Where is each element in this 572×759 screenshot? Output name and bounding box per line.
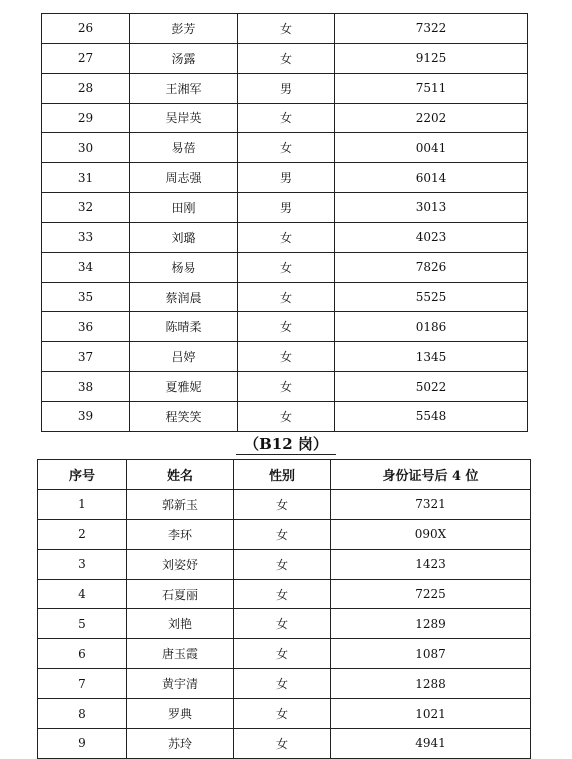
cell-index: 27 [42, 43, 130, 73]
cell-name: 杨易 [130, 252, 238, 282]
table-row [38, 579, 531, 609]
cell-id-last4: 5525 [335, 282, 528, 312]
cell-name: 彭芳 [130, 14, 238, 44]
table-row [42, 14, 528, 44]
table-row [42, 401, 528, 431]
cell-id-last4: 4941 [331, 729, 531, 759]
cell-id-last4: 5022 [335, 372, 528, 402]
header-name: 姓名 [127, 460, 234, 490]
cell-gender: 女 [238, 312, 335, 342]
cell-index: 3 [38, 549, 127, 579]
cell-gender: 女 [238, 342, 335, 372]
cell-name: 唐玉霞 [127, 639, 234, 669]
cell-gender: 女 [234, 639, 331, 669]
cell-index: 28 [42, 73, 130, 103]
cell-gender: 女 [238, 43, 335, 73]
cell-id-last4: 4023 [335, 222, 528, 252]
cell-name: 石夏丽 [127, 579, 234, 609]
cell-index: 39 [42, 401, 130, 431]
cell-name: 田刚 [130, 193, 238, 223]
cell-name: 王湘军 [130, 73, 238, 103]
table-row [42, 163, 528, 193]
cell-name: 刘璐 [130, 222, 238, 252]
cell-name: 郭新玉 [127, 489, 234, 519]
cell-id-last4: 7321 [331, 489, 531, 519]
cell-id-last4: 7511 [335, 73, 528, 103]
table-row [38, 639, 531, 669]
cell-index: 32 [42, 193, 130, 223]
cell-index: 34 [42, 252, 130, 282]
cell-gender: 女 [234, 579, 331, 609]
cell-index: 5 [38, 609, 127, 639]
cell-gender: 女 [238, 222, 335, 252]
cell-gender: 男 [238, 163, 335, 193]
cell-id-last4: 1021 [331, 699, 531, 729]
cell-gender: 女 [238, 401, 335, 431]
cell-id-last4: 1087 [331, 639, 531, 669]
cell-gender: 女 [234, 729, 331, 759]
cell-gender: 女 [238, 14, 335, 44]
table-row [42, 103, 528, 133]
cell-id-last4: 5548 [335, 401, 528, 431]
table-row [42, 342, 528, 372]
cell-name: 黄宇清 [127, 669, 234, 699]
table-row [38, 519, 531, 549]
cell-gender: 男 [238, 193, 335, 223]
table-row [42, 222, 528, 252]
table-row [38, 489, 531, 519]
cell-id-last4: 1289 [331, 609, 531, 639]
cell-name: 汤露 [130, 43, 238, 73]
table-header-row [38, 460, 531, 490]
cell-gender: 女 [234, 699, 331, 729]
cell-id-last4: 3013 [335, 193, 528, 223]
cell-name: 陈晴柔 [130, 312, 238, 342]
cell-gender: 女 [238, 103, 335, 133]
header-id-last4: 身份证号后 4 位 [331, 460, 531, 490]
table-row [42, 372, 528, 402]
cell-index: 1 [38, 489, 127, 519]
cell-name: 蔡润晨 [130, 282, 238, 312]
cell-index: 9 [38, 729, 127, 759]
cell-index: 36 [42, 312, 130, 342]
cell-id-last4: 1423 [331, 549, 531, 579]
cell-name: 苏玲 [127, 729, 234, 759]
cell-index: 33 [42, 222, 130, 252]
cell-name: 罗典 [127, 699, 234, 729]
header-index: 序号 [38, 460, 127, 490]
cell-name: 吕婷 [130, 342, 238, 372]
cell-index: 37 [42, 342, 130, 372]
cell-gender: 女 [238, 133, 335, 163]
candidate-table-b12 [37, 459, 531, 759]
cell-id-last4: 0186 [335, 312, 528, 342]
cell-name: 刘艳 [127, 609, 234, 639]
candidate-table-continued [41, 13, 528, 432]
cell-index: 29 [42, 103, 130, 133]
cell-name: 夏雅妮 [130, 372, 238, 402]
cell-gender: 女 [238, 252, 335, 282]
cell-name: 程笑笑 [130, 401, 238, 431]
cell-id-last4: 7826 [335, 252, 528, 282]
cell-index: 7 [38, 669, 127, 699]
table-row [38, 609, 531, 639]
cell-name: 易蓓 [130, 133, 238, 163]
cell-id-last4: 6014 [335, 163, 528, 193]
table-row [42, 312, 528, 342]
cell-gender: 女 [234, 489, 331, 519]
table-row [42, 252, 528, 282]
cell-id-last4: 7322 [335, 14, 528, 44]
cell-id-last4: 090X [331, 519, 531, 549]
cell-index: 31 [42, 163, 130, 193]
cell-index: 35 [42, 282, 130, 312]
cell-name: 吴岸英 [130, 103, 238, 133]
cell-index: 2 [38, 519, 127, 549]
table-row [38, 669, 531, 699]
cell-id-last4: 2202 [335, 103, 528, 133]
cell-gender: 男 [238, 73, 335, 103]
table-row [38, 699, 531, 729]
cell-index: 26 [42, 14, 130, 44]
cell-name: 刘姿妤 [127, 549, 234, 579]
table-row [42, 43, 528, 73]
cell-name: 李环 [127, 519, 234, 549]
section-title-text: （B12 岗） [236, 435, 336, 455]
cell-id-last4: 7225 [331, 579, 531, 609]
cell-gender: 女 [234, 549, 331, 579]
cell-id-last4: 9125 [335, 43, 528, 73]
cell-gender: 女 [234, 519, 331, 549]
table-row [42, 133, 528, 163]
cell-id-last4: 1288 [331, 669, 531, 699]
header-gender: 性别 [234, 460, 331, 490]
table-row [42, 193, 528, 223]
cell-index: 8 [38, 699, 127, 729]
cell-index: 30 [42, 133, 130, 163]
cell-id-last4: 1345 [335, 342, 528, 372]
cell-gender: 女 [234, 669, 331, 699]
table-row [42, 73, 528, 103]
cell-gender: 女 [238, 282, 335, 312]
cell-index: 6 [38, 639, 127, 669]
cell-gender: 女 [234, 609, 331, 639]
cell-index: 4 [38, 579, 127, 609]
table-row [38, 549, 531, 579]
cell-id-last4: 0041 [335, 133, 528, 163]
table-row [42, 282, 528, 312]
cell-name: 周志强 [130, 163, 238, 193]
table-row [38, 729, 531, 759]
cell-index: 38 [42, 372, 130, 402]
cell-gender: 女 [238, 372, 335, 402]
section-title [0, 433, 572, 455]
